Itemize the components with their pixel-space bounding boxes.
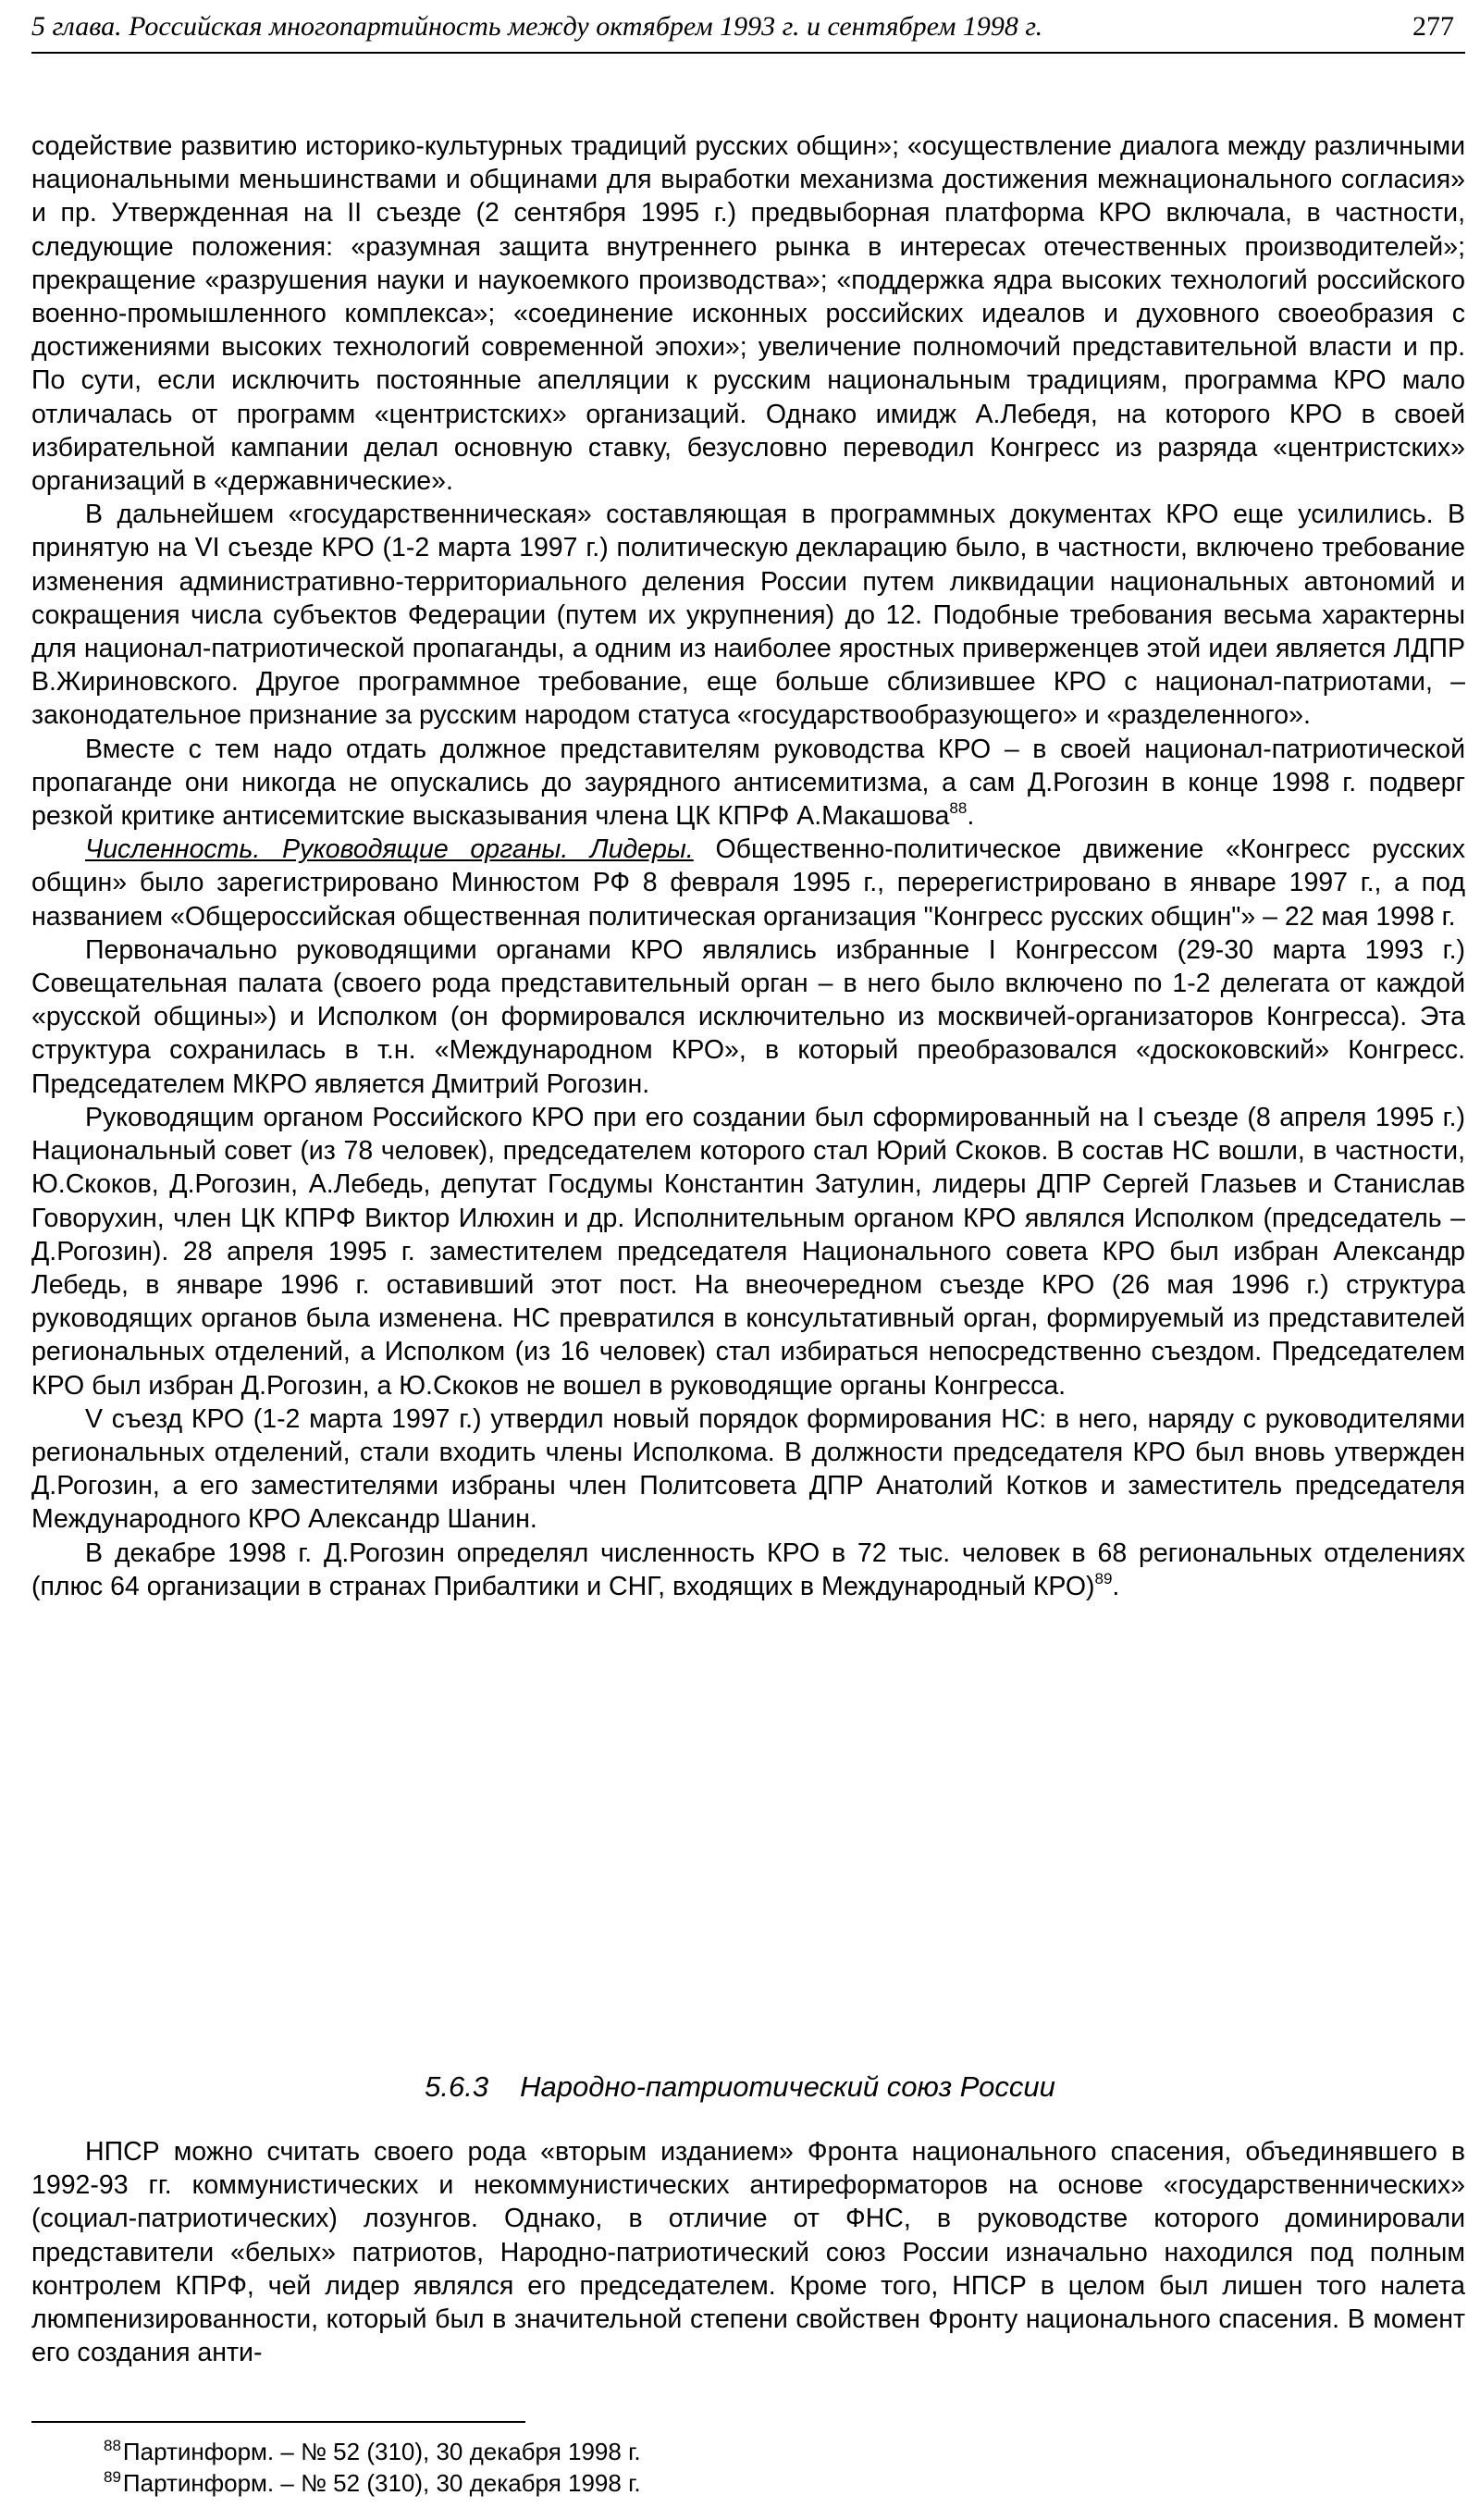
paragraph: V съезд КРО (1-2 марта 1997 г.) утвердил новый порядок формирования НС: в него, наряду с руководителями региональных отделений, стали входить члены Исполкома. В должности председателя КРО был вновь утвержден Д.Рогозин, а его заместителями избраны член Политсовета ДПР Анатолий Котков и заместитель председателя Международного КРО Александр Шанин.: [31, 1403, 1465, 1535]
paragraph-text: В декабре 1998 г. Д.Рогозин определял численность КРО в 72 тыс. человек в 68 региональных отделениях (плюс 64 организации в странах Прибалтики и СНГ, входящих в Международный КРО): [31, 1538, 1465, 1601]
paragraph-text: Вместе с тем надо отдать должное представителям руководства КРО – в своей национал-патриотической пропаганде они никогда не опускались до заурядного антисемитизма, а сам Д.Рогозин в конце 1998 г. подверг резкой критике антисемитские высказывания члена ЦК КПРФ А.Макашова: [31, 734, 1465, 832]
section-heading: [0, 2070, 1480, 2104]
footnote: [104, 2467, 1029, 2499]
footnote-divider: [31, 2421, 525, 2423]
paragraph-end: .: [967, 801, 975, 832]
main-text: [31, 130, 1465, 1603]
paragraph: В дальнейшем «государственническая» составляющая в программных документах КРО еще усилились. В принятую на VI съезде КРО (1-2 марта 1997 г.) политическую декларацию было, в частности, включено требование изменения административно-территориального деления России путем ликвидации национальных автономий и сокращения числа субъектов Федерации (путем их укрупнения) до 12. Подобные требования весьма характерны для национал-патриотической пропаганды, а одним из наиболее яростных приверженцев этой идеи является ЛДПР В.Жириновского. Другое программное требование, еще больше сблизившее КРО с национал-патриотами, – законодательное признание за русским народом статуса «государствообразующего» и «разделенного».: [31, 500, 1465, 731]
chapter-title: 5 глава. Российская многопартийность между октябрем 1993 г. и сентябрем 1998 г.: [31, 11, 1043, 42]
footnote-reference[interactable]: 88: [949, 799, 968, 818]
paragraph: [31, 733, 1465, 834]
paragraph: [31, 1537, 1465, 1603]
paragraph: Первоначально руководящими органами КРО являлись избранные I Конгрессом (29-30 марта 1993 г.) Совещательная палата (своего рода представительный орган – в него было включено по 1-2 делегата от каждой «русской общины») и Исполком (он формировался исключительно из москвичей-организаторов Конгресса). Эта структура сохранилась в т.н. «Международном КРО», в который преобразовался «доскоковский» Конгресс. Председателем МКРО является Дмитрий Рогозин.: [31, 934, 1465, 1099]
footnotes: [104, 2436, 1029, 2499]
paragraph-text: Общественно-политическое движение «Конгресс русских общин» было зарегистрировано Минюстом РФ 8 февраля 1995 г., перерегистрировано в январе 1997 г., а под названием «Общероссийская общественная политическая организация "Конгресс русских общин"» – 22 мая 1998 г.: [31, 834, 1465, 932]
paragraph: содействие развитию историко-культурных традиций русских общин»; «осуществление диалога между различными национальными меньшинствами и общинами для выработки механизма достижения межнационального согласия» и пр. Утвержденная на II съезде (2 сентября 1995 г.) предвыборная платформа КРО включала, в частности, следующие положения: «разумная защита внутреннего рынка в интересах отечественных производителей»; прекращение «разрушения науки и наукоемкого производства»; «поддержка ядра высоких технологий российского военно-промышленного комплекса»; «соединение исконных российских идеалов и духовного своеобразия с достижениями высоких технологий современной эпохи»; увеличение полномочий представительной власти и пр. По сути, если исключить постоянные апелляции к русским национальным традициям, программа КРО мало отличалась от программ «центристских» организаций. Однако имидж А.Лебедя, на которого КРО в своей избирательной кампании делал основную ставку, безусловно переводил Конгресс из разряда «центристских» организаций в «державнические».: [31, 131, 1465, 497]
section-title: Народно-патриотический союз России: [520, 2070, 1055, 2103]
footnote-number: 89: [104, 2468, 121, 2486]
footnote: [104, 2436, 1029, 2467]
running-header: [31, 9, 1465, 54]
footnote-number: 88: [104, 2437, 121, 2454]
footnote-text: Партинформ. – № 52 (310), 30 декабря 1998 г.: [122, 2469, 641, 2497]
page-number: 277: [1412, 11, 1454, 42]
footnote-reference[interactable]: 89: [1094, 1569, 1113, 1587]
paragraph: НПСР можно считать своего рода «вторым изданием» Фронта национального спасения, объединявшего в 1992-93 гг. коммунистических и некоммунистических антиреформаторов на основе «государственнических» (социал-патриотических) лозунгов. Однако, в отличие от ФНС, в руководстве которого доминировали представители «белых» патриотов, Народно-патриотический союз России изначально находился под полным контролем КПРФ, чей лидер являлся его председателем. Кроме того, НПСР в целом был лишен того налета люмпенизированности, который был в значительной степени свойствен Фронту национального спасения. В момент его создания анти-: [31, 2137, 1465, 2368]
paragraph-end: .: [1112, 1571, 1120, 1601]
footnote-text: Партинформ. – № 52 (310), 30 декабря 1998 г.: [122, 2438, 641, 2465]
section-text: [31, 2135, 1465, 2369]
section-number: 5.6.3: [425, 2070, 489, 2103]
inline-subheading: Численность. Руководящие органы. Лидеры.: [85, 834, 694, 865]
paragraph: Руководящим органом Российского КРО при его создании был сформированный на I съезде (8 апреля 1995 г.) Национальный совет (из 78 человек), председателем которого стал Юрий Скоков. В состав НС вошли, в частности, Ю.Скоков, Д.Рогозин, А.Лебедь, депутат Госдумы Константин Затулин, лидеры ДПР Сергей Глазьев и Станислав Говорухин, член ЦК КПРФ Виктор Илюхин и др. Исполнительным органом КРО являлся Исполком (председатель – Д.Рогозин). 28 апреля 1995 г. заместителем председателя Национального совета КРО был избран Александр Лебедь, в январе 1996 г. оставивший этот пост. На внеочередном съезде КРО (26 мая 1996 г.) структура руководящих органов была изменена. НС превратился в консультативный орган, формируемый из представителей региональных отделений, а Исполком (из 16 человек) стал избираться непосредственно съездом. Председателем КРО был избран Д.Рогозин, а Ю.Скоков не вошел в руководящие органы Конгресса.: [31, 1102, 1465, 1401]
paragraph: [31, 833, 1465, 933]
